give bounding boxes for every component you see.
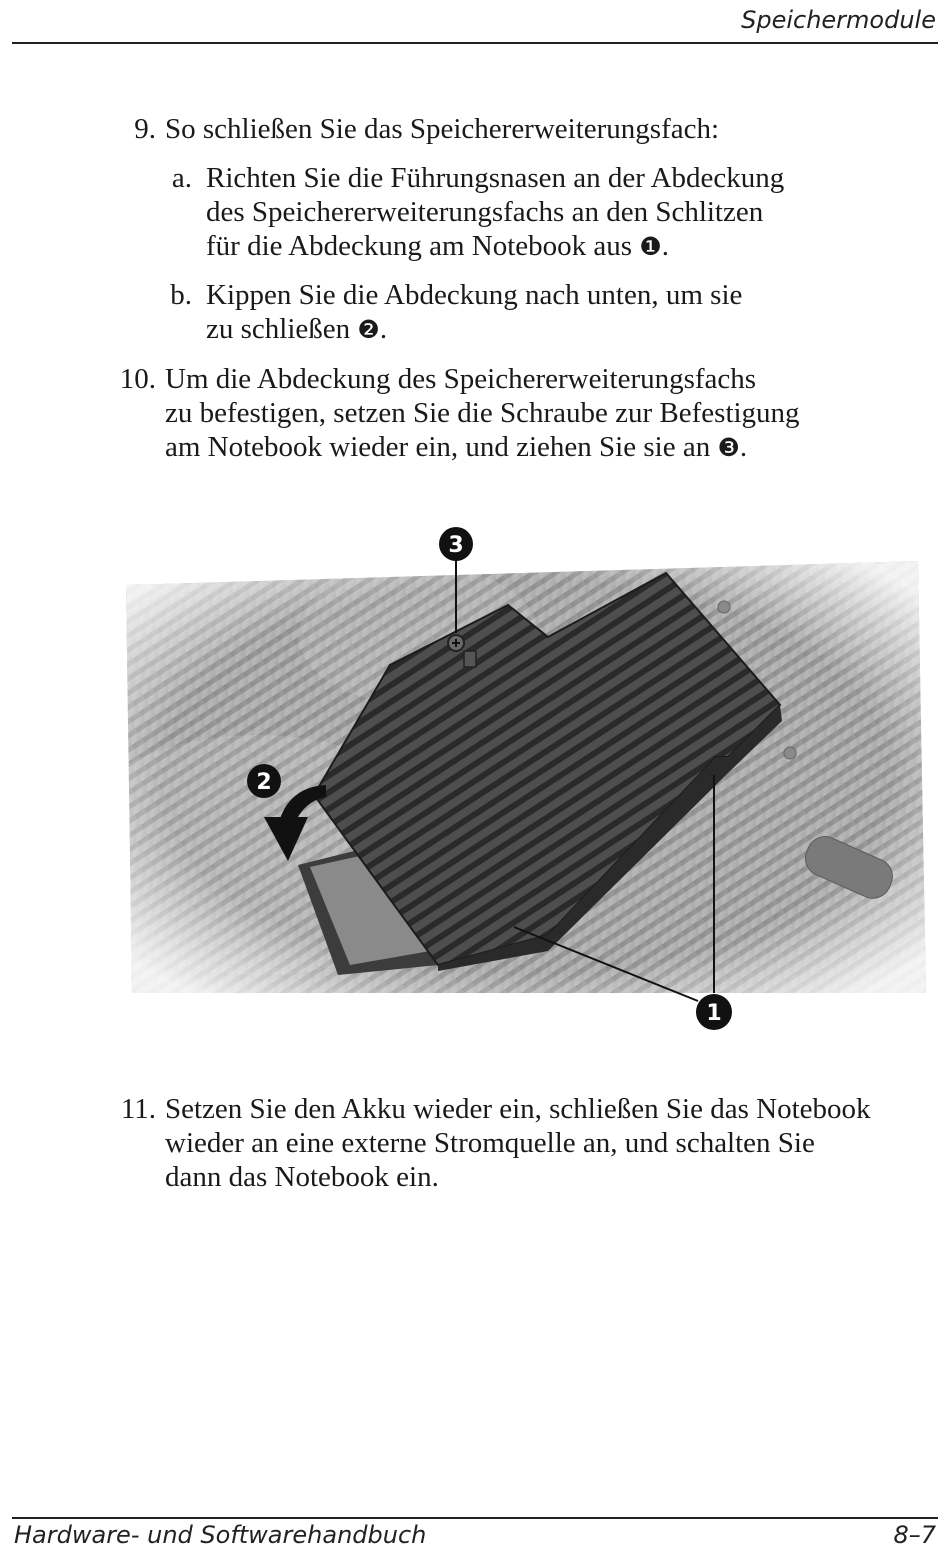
step-11-line-3: dann das Notebook ein. (165, 1161, 439, 1193)
footer-manual-title: Hardware- und Softwarehandbuch (14, 1521, 427, 1549)
footer-divider (12, 1517, 938, 1519)
step-9-text: So schließen Sie das Speichererweiterungsfach: (165, 113, 720, 145)
step-10-line-3-text: am Notebook wieder ein, und ziehen Sie sie an (165, 431, 711, 463)
step-10-number: 10. (119, 363, 156, 395)
page-number: 8–7 (893, 1521, 936, 1549)
step-9-number: 9. (134, 113, 156, 145)
step-11-line-2: wieder an eine externe Stromquelle an, und schalten Sie (165, 1127, 815, 1159)
header-divider (12, 42, 938, 44)
substep-a-label: a. (171, 162, 192, 194)
substep-a-end: . (661, 230, 669, 262)
substep-b-line-2-text: zu schließen (206, 313, 351, 345)
substep-a-line-2: des Speichererweiterungsfachs an den Schlitzen (206, 196, 764, 228)
memory-cover-illustration (118, 525, 930, 1035)
callout-1-ref: ❶ (639, 232, 662, 261)
step-10-line-1: Um die Abdeckung des Speichererweiterungsfachs (165, 363, 757, 395)
callout-3-ref: ❸ (717, 433, 740, 462)
callout-2-label: 2 (256, 770, 272, 795)
step-11-number: 11. (120, 1093, 156, 1125)
running-header: Speichermodule (741, 6, 936, 34)
substep-a-line-3-text: für die Abdeckung am Notebook aus (206, 230, 633, 262)
callout-2-badge (247, 764, 281, 798)
substep-b-line-2 (206, 312, 387, 347)
callout-2-ref: ❷ (357, 315, 380, 344)
step-10-end: . (739, 431, 748, 463)
substep-b-label: b. (170, 279, 192, 311)
substep-b-end: . (379, 313, 388, 345)
substep-b-line-1: Kippen Sie die Abdeckung nach unten, um sie (206, 279, 743, 311)
substep-a-line-3 (206, 229, 669, 264)
callout-3-label: 3 (448, 533, 464, 558)
callout-3-badge (439, 527, 473, 561)
substep-a-line-1: Richten Sie die Führungsnasen an der Abdeckung (206, 162, 785, 194)
callout-1-label: 1 (706, 1001, 722, 1026)
step-11-line-1: Setzen Sie den Akku wieder ein, schließen Sie das Notebook (165, 1093, 871, 1125)
step-10-line-3 (165, 430, 747, 465)
step-10-line-2: zu befestigen, setzen Sie die Schraube zur Befestigung (165, 397, 800, 429)
callout-1-badge (696, 994, 732, 1030)
